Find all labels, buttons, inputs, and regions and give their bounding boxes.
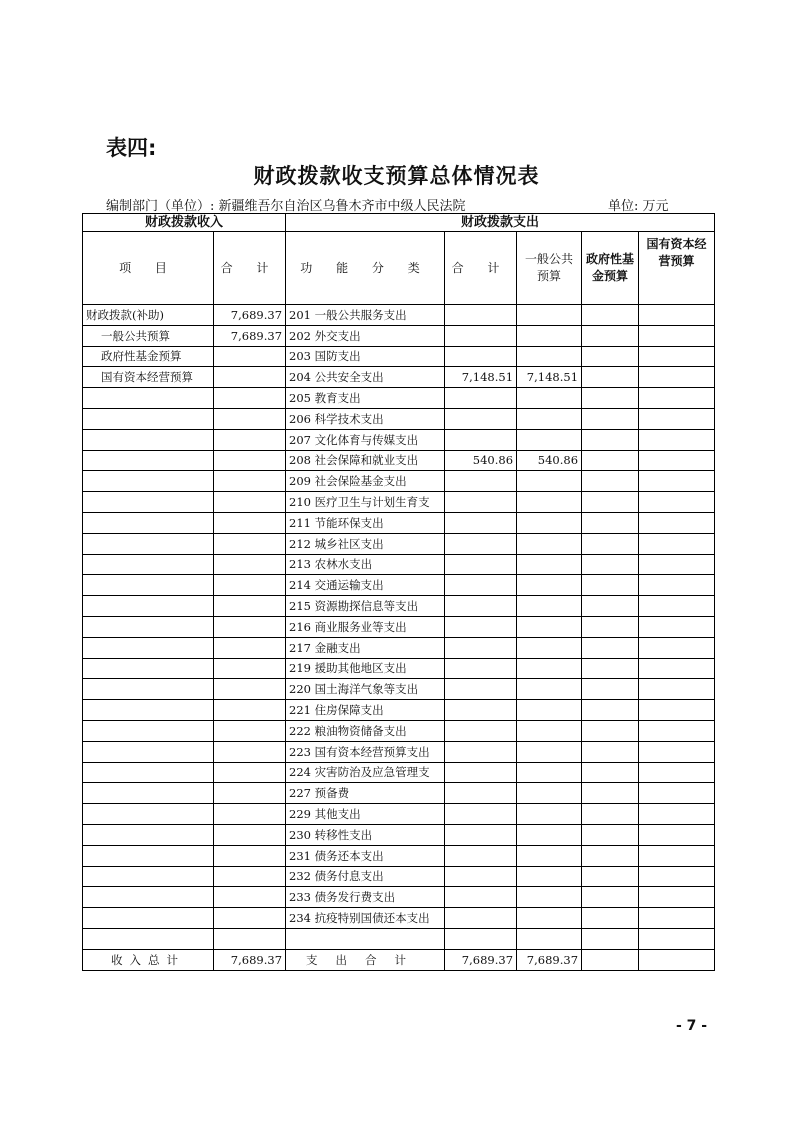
expense-total-cell (445, 575, 517, 596)
gov-fund-cell (582, 824, 639, 845)
state-capital-cell (639, 804, 715, 825)
income-total-cell (214, 845, 286, 866)
table-row (83, 408, 715, 429)
income-total-cell (214, 679, 286, 700)
gov-fund-cell (582, 783, 639, 804)
income-item-cell (83, 908, 214, 929)
income-item-cell (83, 596, 214, 617)
state-capital-cell (639, 305, 715, 326)
general-budget-total: 7,689.37 (517, 949, 582, 970)
gov-fund-cell (582, 471, 639, 492)
table-row (83, 804, 715, 825)
general-budget-cell (517, 700, 582, 721)
expense-total-cell (445, 471, 517, 492)
table-row (83, 700, 715, 721)
general-budget-cell (517, 429, 582, 450)
gov-fund-cell (582, 388, 639, 409)
general-budget-cell (517, 408, 582, 429)
state-capital-cell (639, 700, 715, 721)
function-class-cell: 204 公共安全支出 (286, 367, 445, 388)
expense-total-cell (445, 596, 517, 617)
income-total-cell (214, 700, 286, 721)
general-budget-cell (517, 305, 582, 326)
gov-fund-cell (582, 679, 639, 700)
expense-total-cell (445, 408, 517, 429)
function-class-cell: 216 商业服务业等支出 (286, 616, 445, 637)
income-item-cell (83, 554, 214, 575)
state-capital-cell (639, 471, 715, 492)
income-total-cell (214, 450, 286, 471)
function-class-cell: 212 城乡社区支出 (286, 533, 445, 554)
expense-total-cell (445, 845, 517, 866)
general-budget-cell (517, 471, 582, 492)
table-row (83, 928, 715, 949)
state-capital-cell (639, 824, 715, 845)
function-class-cell: 233 债务发行费支出 (286, 887, 445, 908)
expense-total-cell (445, 908, 517, 929)
state-capital-cell (639, 450, 715, 471)
table-row (83, 512, 715, 533)
table-row (83, 325, 715, 346)
gov-fund-cell (582, 866, 639, 887)
gov-fund-cell (582, 928, 639, 949)
gov-fund-cell (582, 533, 639, 554)
income-item-cell (83, 429, 214, 450)
state-capital-cell (639, 720, 715, 741)
function-class-cell: 214 交通运输支出 (286, 575, 445, 596)
table-row (83, 596, 715, 617)
function-class-cell: 227 预备费 (286, 783, 445, 804)
function-class-cell: 221 住房保障支出 (286, 700, 445, 721)
table-row (83, 887, 715, 908)
general-budget-cell (517, 388, 582, 409)
income-total-cell (214, 887, 286, 908)
function-class-cell: 209 社会保险基金支出 (286, 471, 445, 492)
table-row (83, 554, 715, 575)
general-budget-cell (517, 554, 582, 575)
state-capital-cell (639, 658, 715, 679)
gov-fund-cell (582, 908, 639, 929)
gov-fund-cell (582, 887, 639, 908)
table-row (83, 388, 715, 409)
income-item-cell (83, 741, 214, 762)
function-class-cell: 205 教育支出 (286, 388, 445, 409)
function-class-cell: 215 资源勘探信息等支出 (286, 596, 445, 617)
income-item-cell (83, 845, 214, 866)
state-capital-cell (639, 325, 715, 346)
function-class-cell: 230 转移性支出 (286, 824, 445, 845)
income-item-cell (83, 533, 214, 554)
state-capital-cell (639, 512, 715, 533)
currency-unit: 单位: 万元 (608, 199, 669, 214)
expense-total-cell (445, 783, 517, 804)
table-row (83, 533, 715, 554)
table-row (83, 658, 715, 679)
income-total-cell (214, 637, 286, 658)
general-budget-cell (517, 741, 582, 762)
document-title: 财政拨款收支预算总体情况表 (253, 164, 540, 188)
function-class-cell: 208 社会保障和就业支出 (286, 450, 445, 471)
income-total-cell (214, 866, 286, 887)
income-item-cell (83, 408, 214, 429)
gov-fund-total (582, 949, 639, 970)
expense-group-header: 财政拨款支出 (286, 214, 715, 232)
income-item-cell (83, 762, 214, 783)
expense-total-cell: 7,148.51 (445, 367, 517, 388)
income-total-cell (214, 762, 286, 783)
income-total-cell (214, 575, 286, 596)
income-item-cell: 国有资本经营预算 (83, 367, 214, 388)
income-total-cell (214, 783, 286, 804)
general-budget-cell (517, 658, 582, 679)
general-budget-cell (517, 908, 582, 929)
income-total-cell (214, 471, 286, 492)
income-total-cell (214, 492, 286, 513)
gov-fund-cell (582, 637, 639, 658)
general-budget-cell (517, 512, 582, 533)
state-capital-cell (639, 492, 715, 513)
expense-total-cell (445, 388, 517, 409)
expense-total-cell (445, 658, 517, 679)
expense-total-cell (445, 679, 517, 700)
income-item-cell (83, 450, 214, 471)
gov-fund-cell (582, 408, 639, 429)
income-item-cell (83, 783, 214, 804)
gov-fund-cell (582, 596, 639, 617)
income-total-cell (214, 804, 286, 825)
income-item-cell (83, 616, 214, 637)
general-budget-cell (517, 679, 582, 700)
state-capital-cell (639, 533, 715, 554)
table-row (83, 866, 715, 887)
gov-fund-cell (582, 554, 639, 575)
income-total-cell (214, 429, 286, 450)
income-item-cell (83, 512, 214, 533)
header-row-columns (83, 232, 715, 305)
income-total-cell (214, 367, 286, 388)
gov-fund-cell (582, 512, 639, 533)
general-budget-cell (517, 575, 582, 596)
general-budget-cell (517, 325, 582, 346)
general-budget-cell (517, 845, 582, 866)
income-item-cell: 一般公共预算 (83, 325, 214, 346)
state-capital-cell (639, 388, 715, 409)
income-total-cell (214, 388, 286, 409)
expense-total-cell (445, 824, 517, 845)
expense-total-cell (445, 762, 517, 783)
gov-fund-cell (582, 305, 639, 326)
income-total-cell (214, 741, 286, 762)
income-grand-total: 7,689.37 (214, 949, 286, 970)
general-budget-cell (517, 928, 582, 949)
function-class-cell: 224 灾害防治及应急管理支 (286, 762, 445, 783)
income-item-cell (83, 679, 214, 700)
income-item-cell (83, 700, 214, 721)
state-capital-cell (639, 408, 715, 429)
income-item-cell (83, 887, 214, 908)
gov-fund-cell (582, 616, 639, 637)
state-capital-cell (639, 367, 715, 388)
table-row (83, 450, 715, 471)
expense-total-cell (445, 492, 517, 513)
gov-fund-cell (582, 762, 639, 783)
table-row (83, 783, 715, 804)
income-item-cell (83, 720, 214, 741)
general-budget-cell (517, 533, 582, 554)
gov-fund-cell (582, 845, 639, 866)
income-total-cell (214, 720, 286, 741)
gov-fund-cell (582, 429, 639, 450)
gov-fund-cell (582, 492, 639, 513)
general-budget-cell (517, 346, 582, 367)
function-class-cell: 211 节能环保支出 (286, 512, 445, 533)
gov-fund-cell (582, 346, 639, 367)
state-capital-cell (639, 866, 715, 887)
gov-fund-cell (582, 720, 639, 741)
income-item-cell: 政府性基金预算 (83, 346, 214, 367)
gov-fund-cell (582, 325, 639, 346)
function-class-cell: 217 金融支出 (286, 637, 445, 658)
table-row (83, 346, 715, 367)
item-header: 项 目 (83, 232, 214, 305)
state-capital-cell (639, 679, 715, 700)
expense-total-label: 支出合计 (286, 949, 445, 970)
expense-total-cell (445, 887, 517, 908)
general-budget-header: 一般公共预算 (517, 232, 582, 305)
income-total-cell: 7,689.37 (214, 305, 286, 326)
state-capital-cell (639, 741, 715, 762)
state-capital-cell (639, 887, 715, 908)
income-total-cell (214, 408, 286, 429)
table-row (83, 471, 715, 492)
income-item-cell (83, 804, 214, 825)
function-class-cell: 213 农林水支出 (286, 554, 445, 575)
table-row (83, 741, 715, 762)
expense-total-cell (445, 700, 517, 721)
table-row (83, 637, 715, 658)
function-class-cell: 222 粮油物资储备支出 (286, 720, 445, 741)
income-total-cell (214, 928, 286, 949)
gov-fund-cell (582, 450, 639, 471)
function-class-cell: 210 医疗卫生与计划生育支 (286, 492, 445, 513)
income-total-cell (214, 533, 286, 554)
income-group-header: 财政拨款收入 (83, 214, 286, 232)
income-total-cell (214, 512, 286, 533)
expense-total-header: 合 计 (445, 232, 517, 305)
expense-total-cell (445, 804, 517, 825)
general-budget-cell (517, 887, 582, 908)
state-capital-cell (639, 908, 715, 929)
function-class-cell: 203 国防支出 (286, 346, 445, 367)
general-budget-cell (517, 783, 582, 804)
income-total-cell (214, 824, 286, 845)
function-class-cell: 231 债务还本支出 (286, 845, 445, 866)
income-item-cell (83, 824, 214, 845)
income-item-cell (83, 492, 214, 513)
function-class-cell: 219 援助其他地区支出 (286, 658, 445, 679)
table-label: 表四: (106, 136, 157, 160)
income-item-cell (83, 637, 214, 658)
expense-total-cell (445, 928, 517, 949)
function-class-cell: 232 债务付息支出 (286, 866, 445, 887)
income-total-label: 收入总计 (83, 949, 214, 970)
table-row (83, 824, 715, 845)
function-class-cell: 220 国土海洋气象等支出 (286, 679, 445, 700)
function-class-cell: 234 抗疫特别国债还本支出 (286, 908, 445, 929)
expense-total-cell (445, 346, 517, 367)
expense-total-cell (445, 720, 517, 741)
expense-grand-total: 7,689.37 (445, 949, 517, 970)
expense-total-cell (445, 637, 517, 658)
general-budget-cell (517, 804, 582, 825)
header-row-groups (83, 214, 715, 232)
function-class-cell (286, 928, 445, 949)
income-total-cell (214, 908, 286, 929)
expense-total-cell (445, 741, 517, 762)
state-capital-cell (639, 575, 715, 596)
income-total-cell (214, 658, 286, 679)
table-row (83, 720, 715, 741)
table-row (83, 575, 715, 596)
gov-fund-header: 政府性基金预算 (582, 232, 639, 305)
expense-total-cell (445, 554, 517, 575)
general-budget-cell: 540.86 (517, 450, 582, 471)
income-item-cell (83, 928, 214, 949)
table-row (83, 367, 715, 388)
expense-total-cell (445, 866, 517, 887)
income-total-header: 合 计 (214, 232, 286, 305)
income-total-cell (214, 346, 286, 367)
expense-total-cell (445, 533, 517, 554)
gov-fund-cell (582, 804, 639, 825)
general-budget-cell: 7,148.51 (517, 367, 582, 388)
table-row (83, 305, 715, 326)
income-item-cell (83, 866, 214, 887)
table-row (83, 616, 715, 637)
income-total-cell (214, 554, 286, 575)
state-capital-cell (639, 845, 715, 866)
table-row (83, 492, 715, 513)
function-class-cell: 229 其他支出 (286, 804, 445, 825)
state-capital-cell (639, 346, 715, 367)
general-budget-cell (517, 824, 582, 845)
state-capital-cell (639, 616, 715, 637)
table-row (83, 908, 715, 929)
gov-fund-cell (582, 575, 639, 596)
income-item-cell (83, 388, 214, 409)
income-item-cell (83, 575, 214, 596)
income-item-cell (83, 471, 214, 492)
gov-fund-cell (582, 658, 639, 679)
income-item-cell: 财政拨款(补助) (83, 305, 214, 326)
expense-total-cell (445, 429, 517, 450)
function-class-cell: 207 文化体育与传媒支出 (286, 429, 445, 450)
state-capital-header: 国有资本经营预算 (639, 232, 715, 305)
state-capital-cell (639, 762, 715, 783)
expense-total-cell (445, 325, 517, 346)
table-row (83, 762, 715, 783)
general-budget-cell (517, 637, 582, 658)
income-total-cell: 7,689.37 (214, 325, 286, 346)
expense-total-cell (445, 305, 517, 326)
compiling-unit: 编制部门（单位）: 新疆维吾尔自治区乌鲁木齐市中级人民法院 (106, 199, 466, 214)
gov-fund-cell (582, 367, 639, 388)
income-total-cell (214, 616, 286, 637)
table-row (83, 429, 715, 450)
general-budget-cell (517, 866, 582, 887)
state-capital-cell (639, 783, 715, 804)
function-class-cell: 202 外交支出 (286, 325, 445, 346)
state-capital-cell (639, 554, 715, 575)
general-budget-cell (517, 720, 582, 741)
table-row (83, 845, 715, 866)
state-capital-cell (639, 928, 715, 949)
general-budget-cell (517, 596, 582, 617)
expense-total-cell: 540.86 (445, 450, 517, 471)
state-capital-cell (639, 637, 715, 658)
budget-table (82, 213, 715, 971)
page-number: - 7 - (676, 1018, 708, 1034)
function-class-cell: 201 一般公共服务支出 (286, 305, 445, 326)
state-capital-total (639, 949, 715, 970)
function-class-cell: 223 国有资本经营预算支出 (286, 741, 445, 762)
expense-total-cell (445, 616, 517, 637)
gov-fund-cell (582, 741, 639, 762)
income-item-cell (83, 658, 214, 679)
table-row (83, 679, 715, 700)
general-budget-cell (517, 492, 582, 513)
state-capital-cell (639, 429, 715, 450)
general-budget-cell (517, 616, 582, 637)
state-capital-cell (639, 596, 715, 617)
function-class-cell: 206 科学技术支出 (286, 408, 445, 429)
general-budget-cell (517, 762, 582, 783)
income-total-cell (214, 596, 286, 617)
gov-fund-cell (582, 700, 639, 721)
expense-total-cell (445, 512, 517, 533)
function-class-header: 功 能 分 类 (286, 232, 445, 305)
totals-row (83, 949, 715, 970)
